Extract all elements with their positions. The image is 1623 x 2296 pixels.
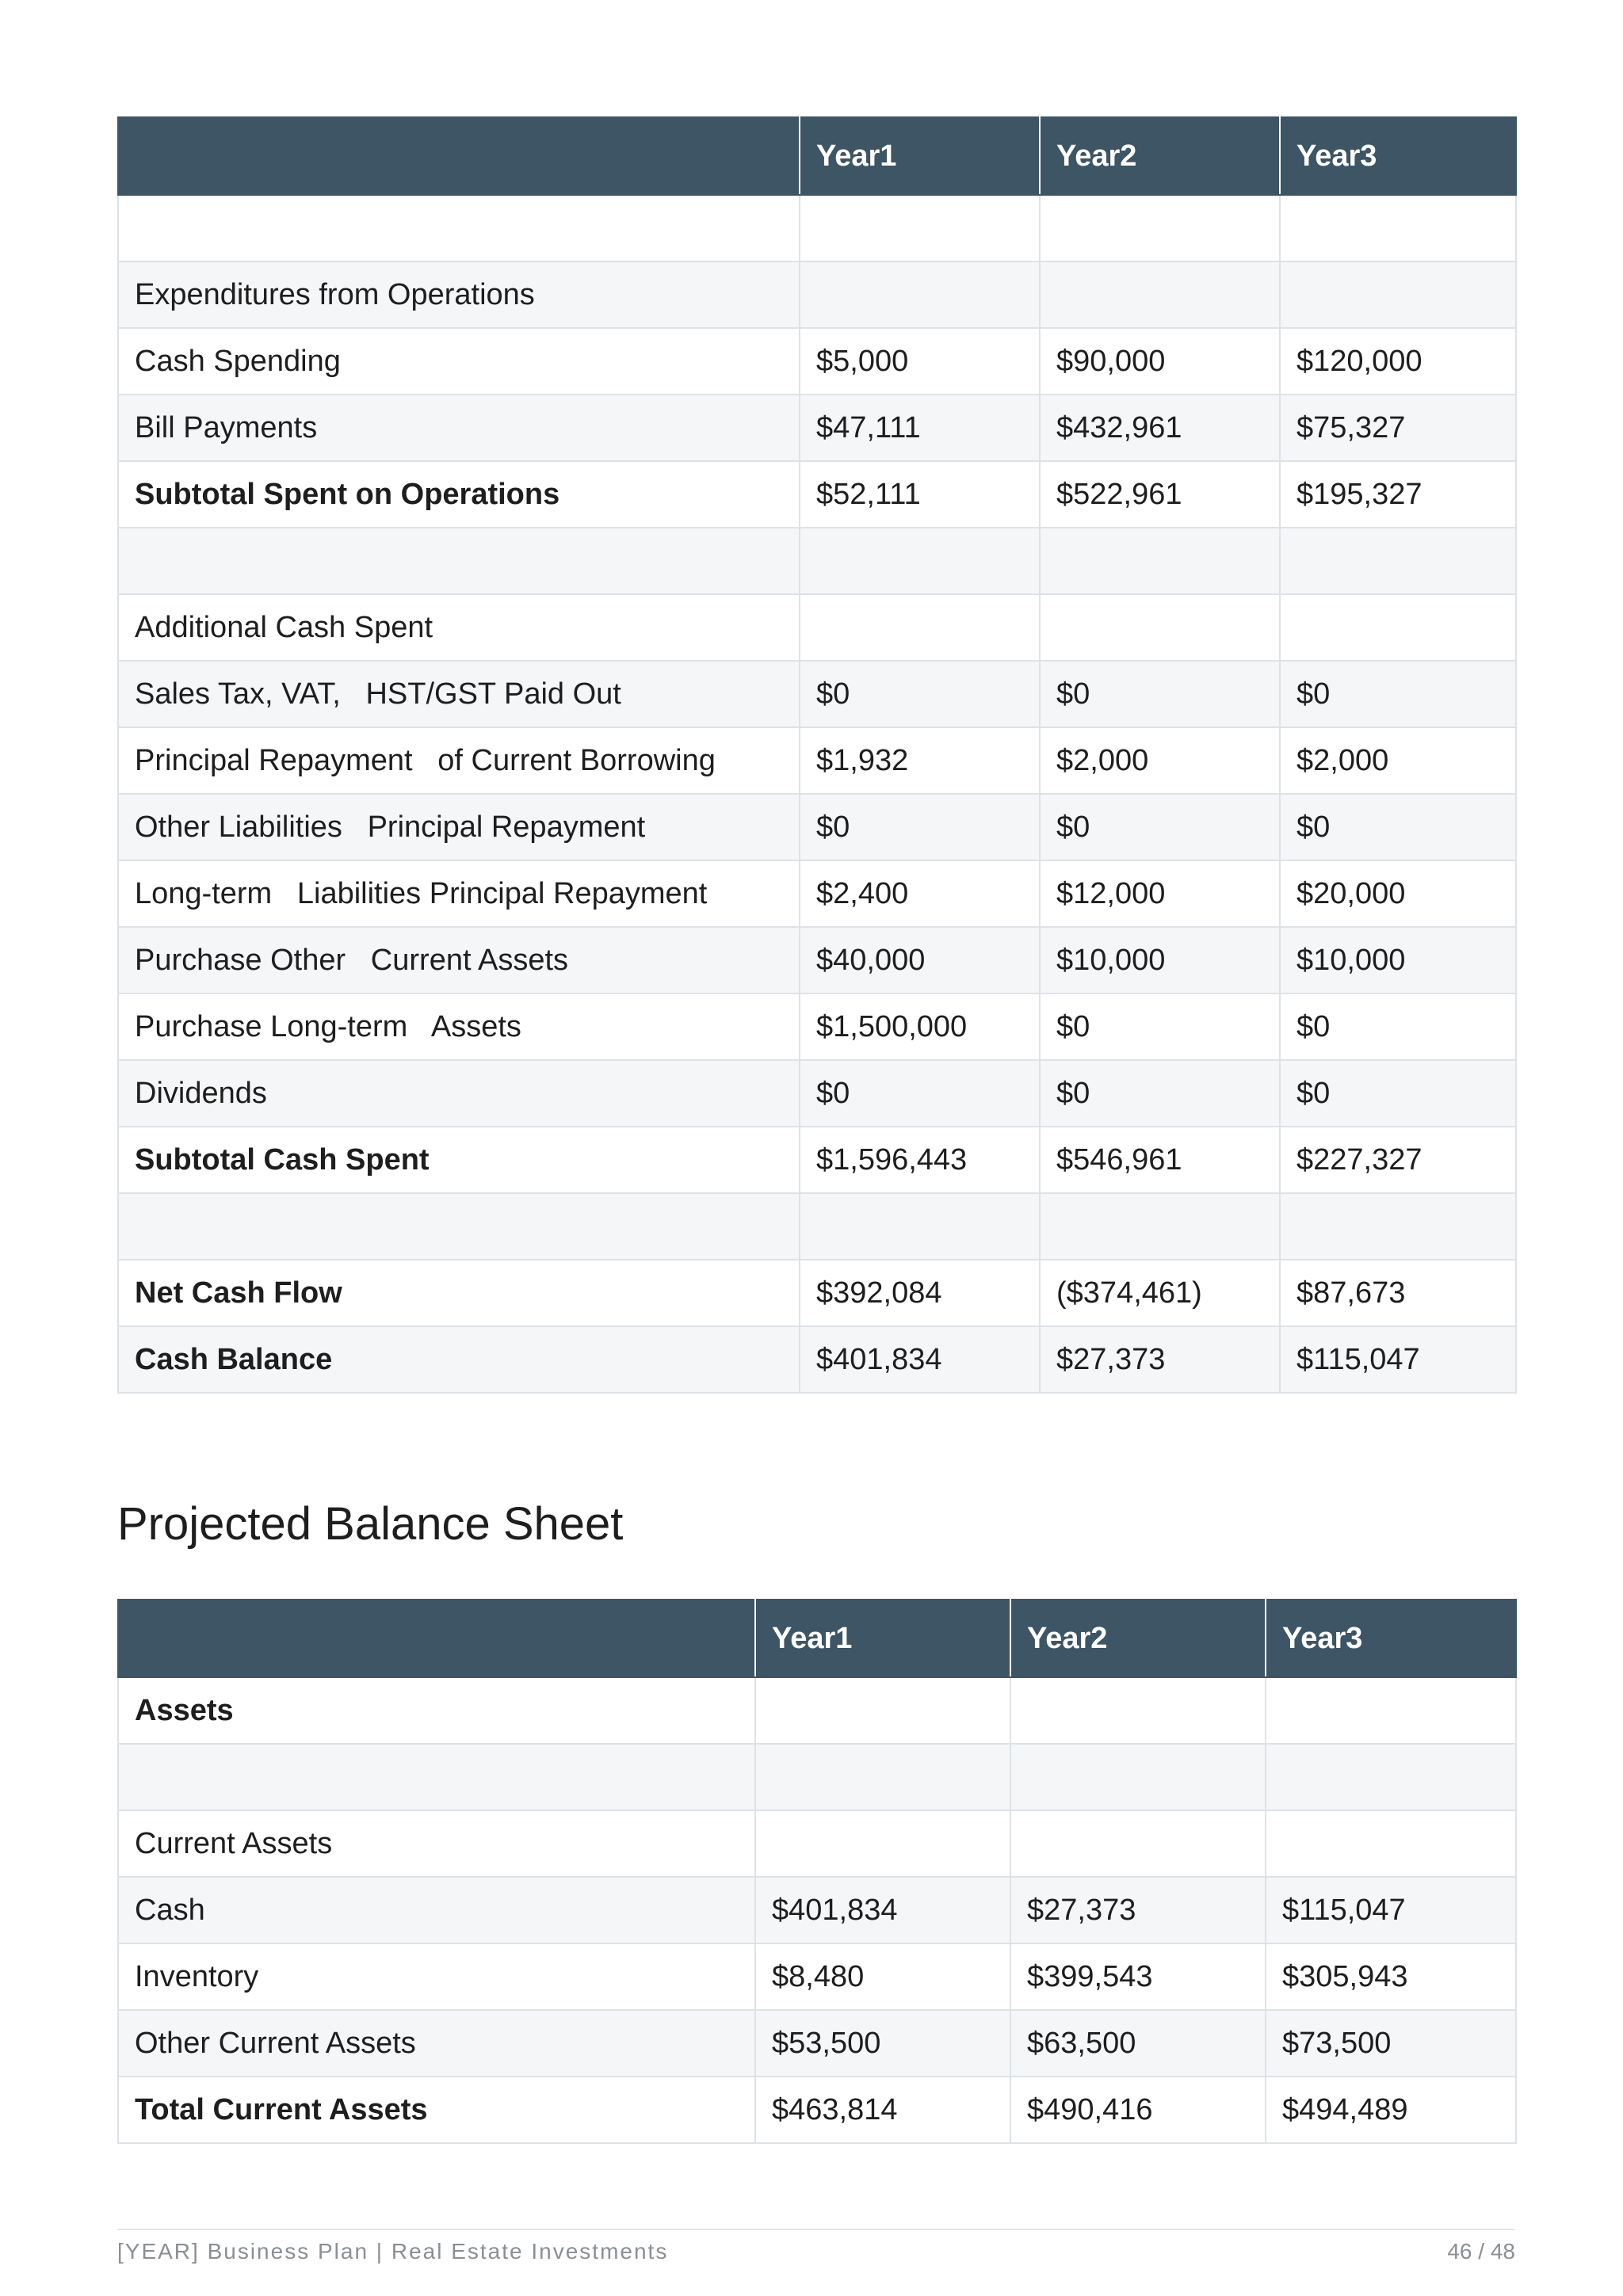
value-cell: $120,000 <box>1280 328 1516 395</box>
value-cell: $20,000 <box>1280 860 1516 927</box>
row-label: Inventory <box>118 1943 755 2010</box>
table-row <box>118 261 1516 328</box>
value-cell: $2,000 <box>1280 727 1516 794</box>
value-cell: $2,000 <box>1040 727 1280 794</box>
value-cell: $0 <box>800 1060 1040 1127</box>
row-label: Dividends <box>118 1060 800 1127</box>
cash-flow-table <box>117 116 1517 1394</box>
value-cell: $392,084 <box>800 1260 1040 1326</box>
value-cell <box>1280 1193 1516 1260</box>
value-cell: $1,932 <box>800 727 1040 794</box>
row-label <box>118 1193 800 1260</box>
value-cell: $73,500 <box>1266 2010 1516 2077</box>
value-cell: $87,673 <box>1280 1260 1516 1326</box>
row-label: Cash Spending <box>118 328 800 395</box>
value-cell <box>800 528 1040 594</box>
value-cell: $0 <box>800 794 1040 860</box>
header-cell-label <box>118 1600 755 1677</box>
value-cell: $2,400 <box>800 860 1040 927</box>
value-cell <box>800 1193 1040 1260</box>
value-cell <box>800 195 1040 261</box>
value-cell: $53,500 <box>755 2010 1010 2077</box>
value-cell <box>800 261 1040 328</box>
row-label: Assets <box>118 1677 755 1744</box>
value-cell: $0 <box>1280 1060 1516 1127</box>
value-cell <box>1040 1193 1280 1260</box>
header-cell-year: Year1 <box>800 117 1040 195</box>
value-cell <box>1280 195 1516 261</box>
value-cell: $8,480 <box>755 1943 1010 2010</box>
value-cell <box>1040 261 1280 328</box>
section-title: Projected Balance Sheet <box>117 1498 624 1550</box>
value-cell <box>1010 1810 1266 1877</box>
table-row <box>118 528 1516 594</box>
row-label: Principal Repayment of Current Borrowing <box>118 727 800 794</box>
header-cell-year: Year1 <box>755 1600 1010 1677</box>
value-cell: $463,814 <box>755 2077 1010 2143</box>
table-row <box>118 2077 1516 2143</box>
footer-divider <box>117 2229 1515 2230</box>
row-label: Subtotal Cash Spent <box>118 1127 800 1193</box>
row-label: Purchase Other Current Assets <box>118 927 800 994</box>
table-row <box>118 195 1516 261</box>
value-cell <box>755 1744 1010 1810</box>
table-row <box>118 1260 1516 1326</box>
value-cell: $27,373 <box>1010 1877 1266 1943</box>
value-cell: $1,596,443 <box>800 1127 1040 1193</box>
table-row <box>118 328 1516 395</box>
row-label: Additional Cash Spent <box>118 594 800 661</box>
value-cell <box>1280 528 1516 594</box>
table-header-row <box>118 117 1516 195</box>
row-label: Net Cash Flow <box>118 1260 800 1326</box>
value-cell: $305,943 <box>1266 1943 1516 2010</box>
row-label: Subtotal Spent on Operations <box>118 461 800 528</box>
value-cell <box>1266 1677 1516 1744</box>
value-cell: $12,000 <box>1040 860 1280 927</box>
value-cell: $52,111 <box>800 461 1040 528</box>
value-cell: $0 <box>1280 994 1516 1060</box>
header-cell-label <box>118 117 800 195</box>
value-cell: $90,000 <box>1040 328 1280 395</box>
value-cell: $1,500,000 <box>800 994 1040 1060</box>
value-cell: $0 <box>800 661 1040 727</box>
value-cell: $0 <box>1040 794 1280 860</box>
value-cell: $75,327 <box>1280 395 1516 461</box>
table-row <box>118 727 1516 794</box>
value-cell: $115,047 <box>1280 1326 1516 1393</box>
row-label: Cash <box>118 1877 755 1943</box>
value-cell: $0 <box>1280 794 1516 860</box>
table-row <box>118 2010 1516 2077</box>
row-label: Bill Payments <box>118 395 800 461</box>
header-cell-year: Year2 <box>1040 117 1280 195</box>
value-cell <box>1040 195 1280 261</box>
balance-sheet-table <box>117 1599 1517 2144</box>
value-cell: $401,834 <box>800 1326 1040 1393</box>
table-row <box>118 395 1516 461</box>
value-cell: $227,327 <box>1280 1127 1516 1193</box>
row-label <box>118 195 800 261</box>
value-cell: $195,327 <box>1280 461 1516 528</box>
table-row <box>118 1677 1516 1744</box>
value-cell <box>755 1677 1010 1744</box>
value-cell <box>1280 594 1516 661</box>
row-label <box>118 1744 755 1810</box>
value-cell: $5,000 <box>800 328 1040 395</box>
value-cell: $115,047 <box>1266 1877 1516 1943</box>
table-row <box>118 661 1516 727</box>
value-cell: $10,000 <box>1280 927 1516 994</box>
value-cell <box>1010 1744 1266 1810</box>
table-row <box>118 594 1516 661</box>
table-header-row <box>118 1600 1516 1677</box>
row-label: Other Liabilities Principal Repayment <box>118 794 800 860</box>
footer-document-title: [YEAR] Business Plan | Real Estate Investments <box>117 2239 669 2264</box>
table-row <box>118 1810 1516 1877</box>
table-row <box>118 1127 1516 1193</box>
value-cell: $401,834 <box>755 1877 1010 1943</box>
row-label: Total Current Assets <box>118 2077 755 2143</box>
value-cell: $399,543 <box>1010 1943 1266 2010</box>
table-row <box>118 1877 1516 1943</box>
value-cell: ($374,461) <box>1040 1260 1280 1326</box>
value-cell: $0 <box>1040 994 1280 1060</box>
row-label: Current Assets <box>118 1810 755 1877</box>
table-row <box>118 461 1516 528</box>
value-cell: $490,416 <box>1010 2077 1266 2143</box>
header-cell-year: Year3 <box>1266 1600 1516 1677</box>
value-cell: $546,961 <box>1040 1127 1280 1193</box>
row-label: Sales Tax, VAT, HST/GST Paid Out <box>118 661 800 727</box>
value-cell <box>1280 261 1516 328</box>
value-cell: $494,489 <box>1266 2077 1516 2143</box>
table-row <box>118 1193 1516 1260</box>
table-row <box>118 1060 1516 1127</box>
value-cell <box>1040 594 1280 661</box>
header-cell-year: Year2 <box>1010 1600 1266 1677</box>
header-cell-year: Year3 <box>1280 117 1516 195</box>
value-cell <box>1266 1810 1516 1877</box>
value-cell: $0 <box>1040 661 1280 727</box>
value-cell <box>755 1810 1010 1877</box>
value-cell: $63,500 <box>1010 2010 1266 2077</box>
value-cell: $522,961 <box>1040 461 1280 528</box>
value-cell: $47,111 <box>800 395 1040 461</box>
value-cell <box>1010 1677 1266 1744</box>
table-row <box>118 794 1516 860</box>
value-cell: $40,000 <box>800 927 1040 994</box>
footer-page-number: 46 / 48 <box>1447 2239 1515 2264</box>
table-row <box>118 1326 1516 1393</box>
value-cell: $10,000 <box>1040 927 1280 994</box>
value-cell <box>1040 528 1280 594</box>
value-cell: $0 <box>1040 1060 1280 1127</box>
value-cell <box>1266 1744 1516 1810</box>
table-row <box>118 927 1516 994</box>
row-label: Purchase Long-term Assets <box>118 994 800 1060</box>
row-label: Long-term Liabilities Principal Repayment <box>118 860 800 927</box>
row-label <box>118 528 800 594</box>
table-row <box>118 860 1516 927</box>
value-cell: $27,373 <box>1040 1326 1280 1393</box>
table-row <box>118 994 1516 1060</box>
row-label: Other Current Assets <box>118 2010 755 2077</box>
value-cell: $432,961 <box>1040 395 1280 461</box>
value-cell: $0 <box>1280 661 1516 727</box>
row-label: Expenditures from Operations <box>118 261 800 328</box>
table-row <box>118 1943 1516 2010</box>
value-cell <box>800 594 1040 661</box>
table-row <box>118 1744 1516 1810</box>
row-label: Cash Balance <box>118 1326 800 1393</box>
